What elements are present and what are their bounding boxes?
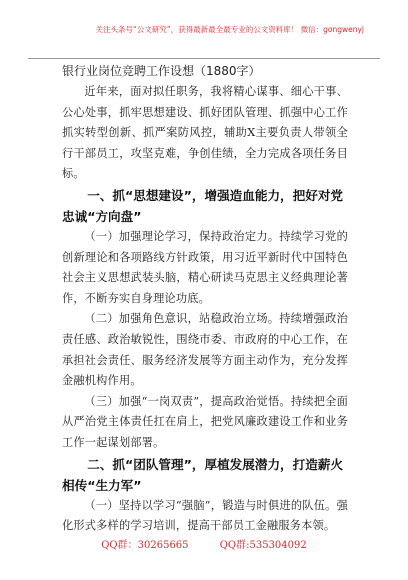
- intro-paragraph: 近年来，面对拟任职务，我将精心谋事、细心干事、公心处事，抓牢思想建设、抓好团队管理、抓强中心工作抓实转型创新、抓严案防风控，辅助X主要负责人带领全行干部员工，攻坚克难，争创佳绩，全力完成各项任务目标。: [62, 85, 348, 181]
- header-promo-note: 关注头条号“公文研究”，获得最新最全最专业的公文资料库！ 微信：gongwenyj: [95, 25, 364, 34]
- footer-qq-group-1: QQ群：30265665: [101, 540, 189, 551]
- paragraph-1-1: （一）加强理论学习，保持政治定力。持续学习党的创新理论和各项路线方针政策，用习近平新时代中国特色社会主义思想武装头脑，精心研读马克思主义经典理论著作，不断夯实自身理论功底。: [62, 229, 348, 305]
- header-divider: [28, 58, 380, 59]
- section-heading-2: 二、抓“团队管理”，厚植发展潜力，打造薪火相传“生力军”: [62, 456, 344, 493]
- paragraph-2-1: （一）坚持以学习“强脑”，锻造与时俱进的队伍。强化形式多样的学习培训，提高干部员工金融服务本领。: [62, 498, 348, 533]
- footer-contacts: [0, 536, 408, 551]
- document-body: [62, 82, 348, 537]
- document-title: 银行业岗位竞聘工作设想（1880字）: [62, 64, 261, 78]
- section-heading-1: 一、抓“思想建设”，增强造血能力，把好对党忠诚“方向盘”: [62, 187, 344, 224]
- footer-qq-group-2: QQ群:535304092: [219, 540, 307, 551]
- paragraph-1-2: （二）加强角色意识，站稳政治立场。持续增强政治责任感、政治敏锐性，围绕市委、市政府的中心工作，在承担社会责任、服务经济发展等方面主动作为，充分发挥金融机构作用。: [62, 312, 348, 388]
- paragraph-1-3: （三）加强“一岗双责”，提高政治觉悟。持续把全面从严治党主体责任扛在肩上，把党风廉政建设工作和业务工作一起谋划部署。: [62, 394, 348, 449]
